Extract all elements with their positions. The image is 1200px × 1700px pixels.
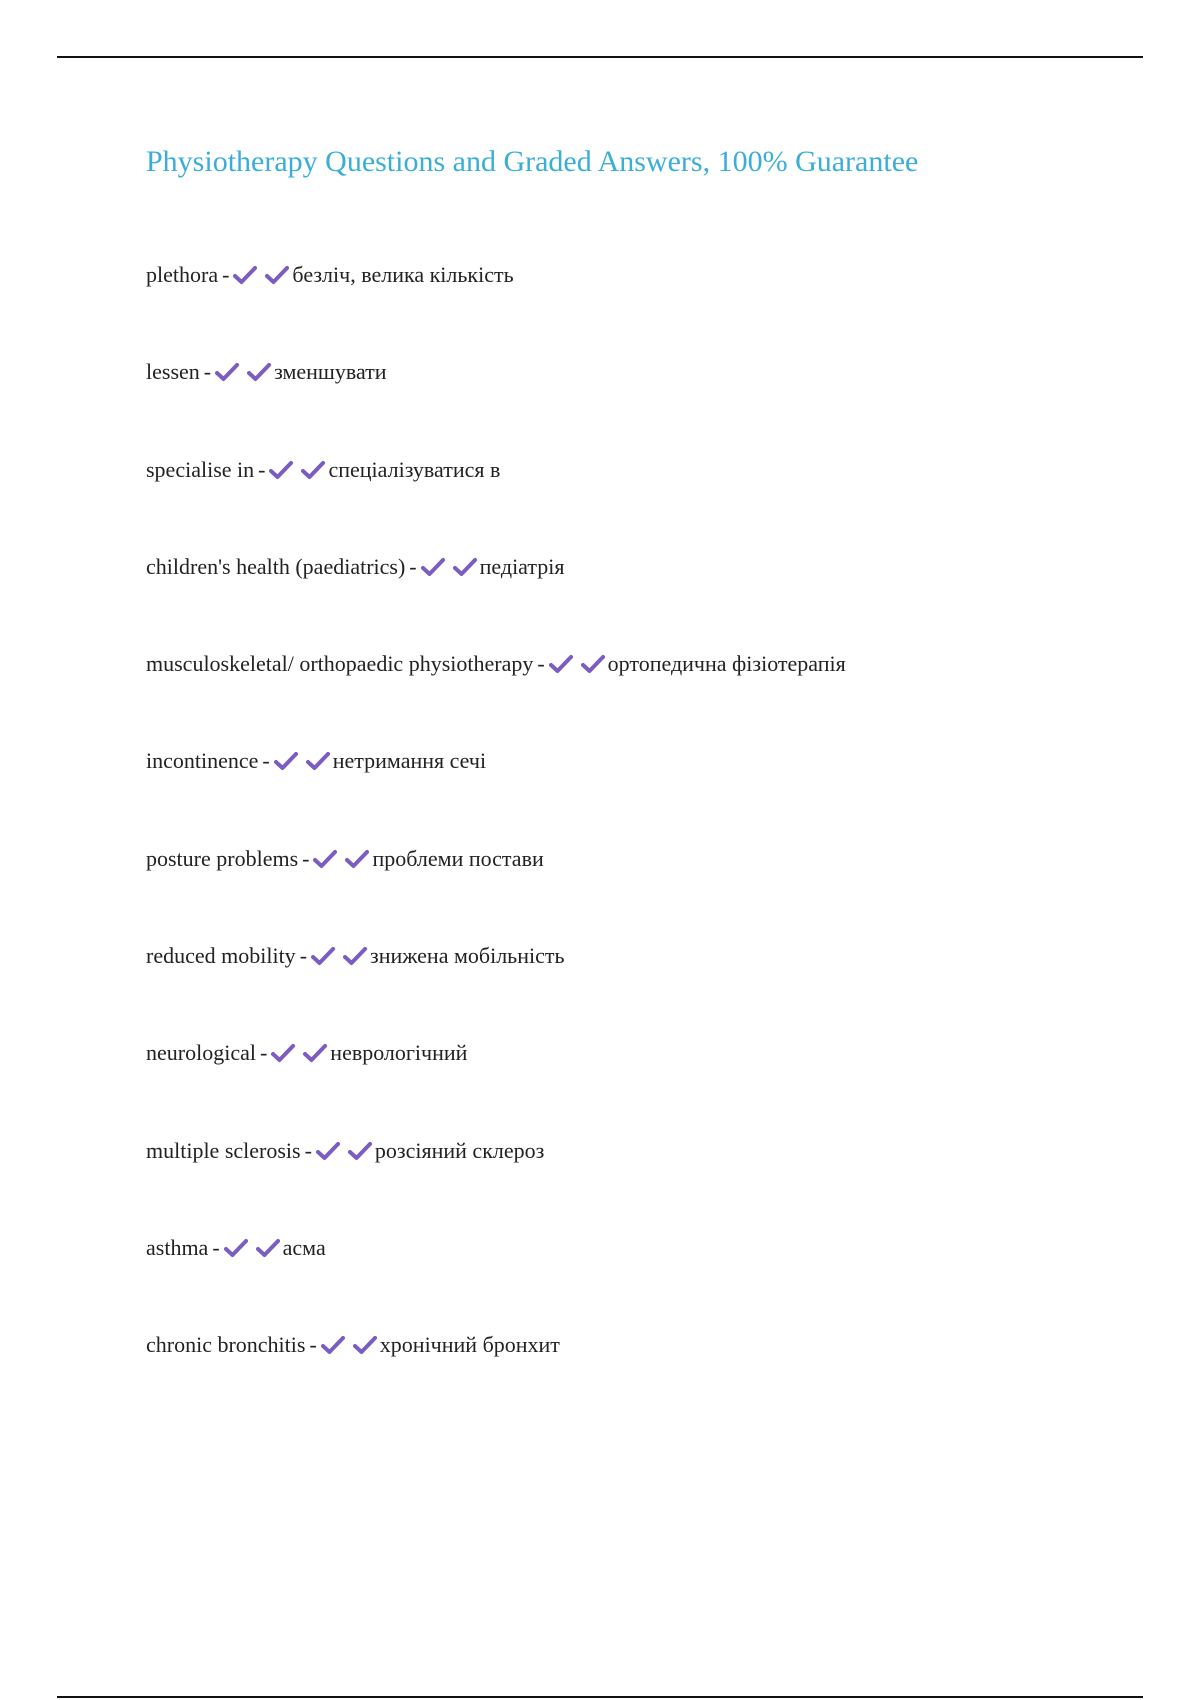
separator: - [212,1234,220,1260]
question-term: incontinence [146,748,259,774]
answer-text: спеціалізуватися в [328,456,501,482]
check-icon [343,946,367,966]
answer-text: зменшувати [274,359,387,385]
answer-text: безліч, велика кількість [292,262,514,287]
list-item [146,258,846,355]
check-icon [311,946,335,966]
separator: - [302,845,310,871]
check-icon [274,751,298,771]
answer-text: розсіяний склероз [374,1137,545,1163]
qa-list [146,258,846,1426]
question-term: musculoskeletal/ orthopaedic physiotherapy [146,651,534,677]
check-marks [224,1234,282,1268]
list-item [146,842,846,939]
list-item [146,355,846,452]
list-item [146,1134,846,1231]
check-icon [453,557,477,577]
question-term: reduced mobility [146,943,296,969]
separator: - [262,748,270,774]
check-marks [271,1039,329,1073]
check-marks [316,1137,374,1171]
check-icon [348,1141,372,1161]
check-marks [233,261,291,295]
answer-text: хронічний бронхит [379,1332,560,1358]
separator: - [258,456,266,482]
question-term: lessen [146,359,200,385]
list-item [146,939,846,1036]
check-icon [271,1043,295,1063]
check-icon [224,1238,248,1258]
answer-text: нетримання сечі [332,748,487,774]
list-item [146,647,846,744]
answer-text: ортопедична фізіотерапія [607,651,846,677]
list-item [146,1328,846,1425]
question-term: plethora [146,262,219,287]
check-icon [301,460,325,480]
check-icon [321,1335,345,1355]
answer-text: асма [282,1234,326,1260]
answer-text: неврологічний [330,1040,468,1066]
check-icon [581,654,605,674]
page-title: Physiotherapy Questions and Graded Answers, 100% Guarantee [146,145,919,178]
list-item [146,1231,846,1328]
separator: - [203,359,212,385]
separator: - [309,1332,317,1358]
question-term: specialise in [146,456,255,482]
check-icon [215,362,239,382]
list-item [146,550,846,647]
check-icon [353,1335,377,1355]
question-term: posture problems [146,845,299,871]
check-marks [321,1331,379,1365]
check-marks [274,747,332,781]
check-marks [269,456,327,490]
answer-text: педіатрія [479,553,565,579]
separator: - [537,651,545,677]
check-icon [549,654,573,674]
check-icon [313,849,337,869]
question-term: multiple sclerosis [146,1137,301,1163]
check-icon [247,362,271,382]
check-marks [311,942,369,976]
question-term: chronic bronchitis [146,1332,306,1358]
check-icon [256,1238,280,1258]
check-icon [345,849,369,869]
check-marks [215,358,273,392]
question-term: children's health (paediatrics) [146,553,406,579]
check-icon [303,1043,327,1063]
check-marks [313,845,371,879]
check-icon [421,557,445,577]
separator: - [259,1040,268,1066]
footer-rule [57,1696,1143,1698]
question-term: neurological [146,1040,256,1066]
check-icon [265,265,289,285]
separator: - [409,553,417,579]
separator: - [304,1137,312,1163]
check-marks [421,553,479,587]
check-icon [269,460,293,480]
list-item [146,744,846,841]
separator: - [222,262,230,287]
question-term: asthma [146,1234,209,1260]
separator: - [299,943,308,969]
list-item [146,1036,846,1133]
answer-text: знижена мобільність [370,943,565,969]
check-icon [316,1141,340,1161]
check-icon [233,265,257,285]
answer-text: проблеми постави [372,845,544,871]
check-icon [306,751,330,771]
check-marks [549,650,607,684]
header-rule [57,56,1143,58]
list-item [146,453,846,550]
